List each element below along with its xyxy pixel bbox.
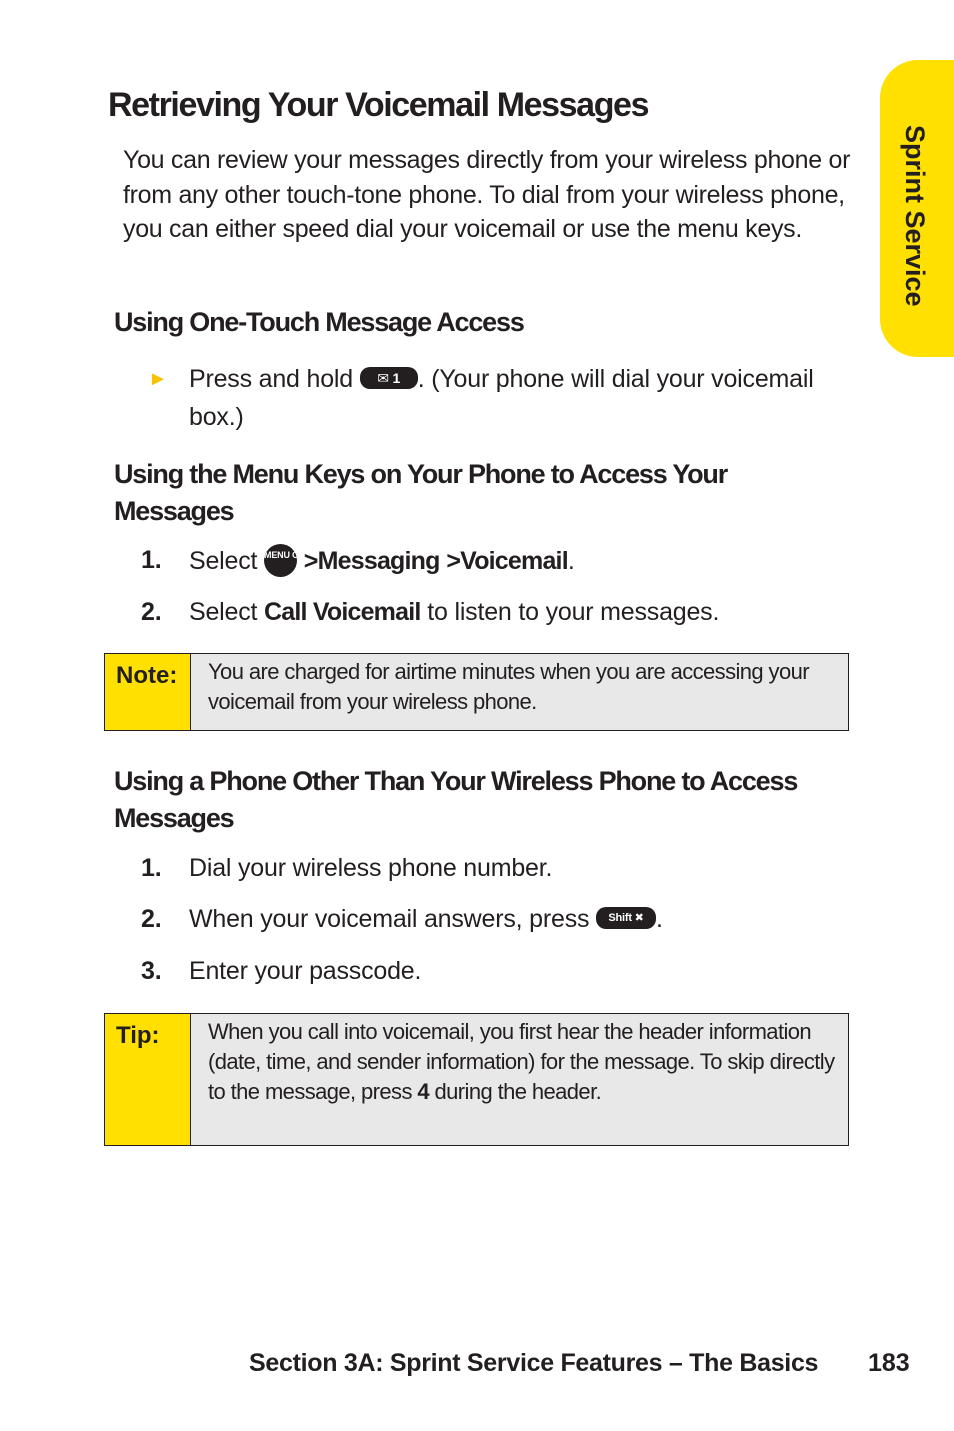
menu-ok-key-icon: MENU OK bbox=[264, 544, 297, 577]
page-title: Retrieving Your Voicemail Messages bbox=[108, 86, 649, 124]
bullet-text: Press and hold ✉ 1 . (Your phone will dial your voicemail box.) bbox=[189, 365, 814, 431]
note-box bbox=[104, 653, 849, 731]
section-heading-one-touch: Using One-Touch Message Access bbox=[114, 307, 524, 337]
tip-label: Tip: bbox=[105, 1014, 191, 1145]
footer-section-title: Section 3A: Sprint Service Features – The Basics bbox=[249, 1349, 819, 1377]
section-heading-other-phone: Using a Phone Other Than Your Wireless Phone to Access Messages bbox=[114, 766, 798, 833]
voicemail-key-icon: ✉ 1 bbox=[360, 367, 418, 389]
note-text: You are charged for airtime minutes when you are accessing your voicemail from your wireless phone. bbox=[191, 654, 848, 730]
shift-key-icon: Shift ✖ bbox=[596, 907, 656, 929]
intro-paragraph: You can review your messages directly from your wireless phone or from any other touch-tone phone. To dial from your wireless phone, you can either speed dial your voicemail or use the menu keys. bbox=[123, 146, 851, 243]
tip-text: When you call into voicemail, you first hear the header information (date, time, and sender information) for the message. To skip directly to the message, press 4 during the header. bbox=[191, 1014, 848, 1145]
triangle-bullet-icon: ► bbox=[148, 368, 168, 390]
note-label: Note: bbox=[105, 654, 191, 730]
page-number: 183 bbox=[868, 1349, 910, 1377]
section-heading-menu-keys: Using the Menu Keys on Your Phone to Access Your Messages bbox=[114, 459, 728, 526]
side-tab-label: Sprint Service bbox=[900, 125, 930, 307]
tip-box bbox=[104, 1013, 849, 1146]
